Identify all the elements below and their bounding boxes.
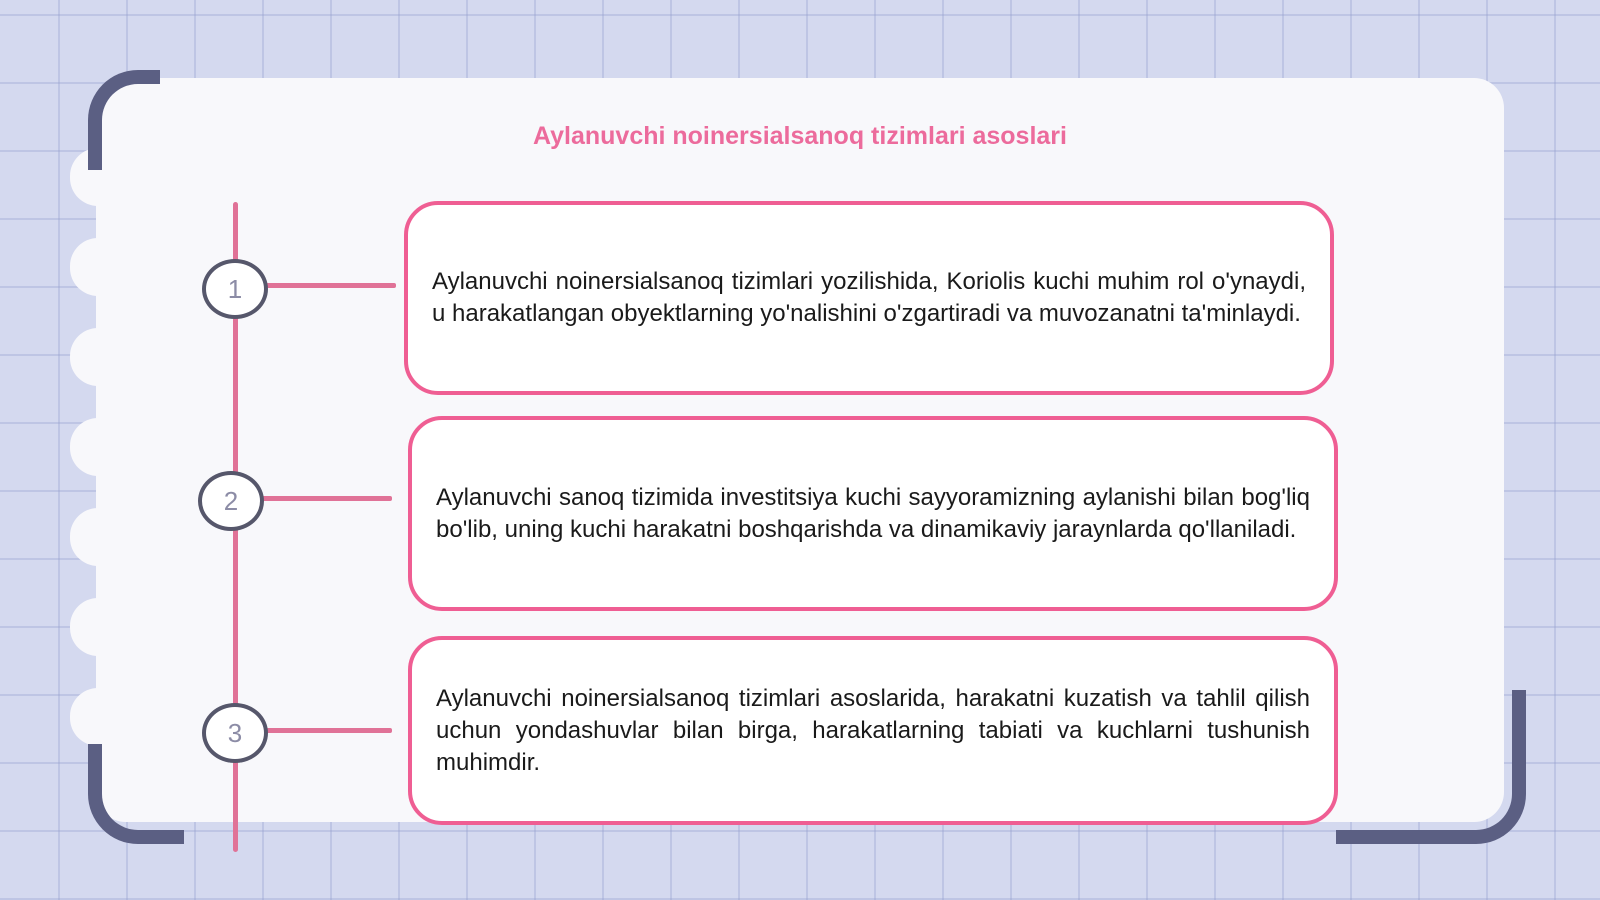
step-text-1: Aylanuvchi noinersialsanoq tizimlari yozilishida, Koriolis kuchi muhim rol o'ynaydi, u harakatlangan obyektlarning yo'nalishini o'zgartiradi va muvozanatni ta'minlaydi. (432, 268, 1306, 327)
notebook-tab (70, 598, 126, 656)
step-text-3: Aylanuvchi noinersialsanoq tizimlari asoslarida, harakatni kuzatish va tahlil qilish uchun yondashuvlar bilan birga, harakatlarning tabiati va kuchlarni tushunish muhimdir. (436, 684, 1310, 776)
step-box-3 (408, 636, 1338, 825)
timeline-connector-3 (266, 728, 392, 733)
step-number-3: 3 (202, 703, 268, 763)
notebook-tab (70, 238, 126, 296)
notebook-tab (70, 328, 126, 386)
timeline-connector-2 (262, 496, 392, 501)
notebook-tab (70, 688, 126, 746)
corner-bracket-top-left (88, 70, 160, 170)
step-box-2 (408, 416, 1338, 611)
notebook-tab (70, 508, 126, 566)
step-box-1 (404, 201, 1334, 395)
step-number-2: 2 (198, 471, 264, 531)
timeline-connector-1 (266, 283, 396, 288)
step-text-2: Aylanuvchi sanoq tizimida investitsiya kuchi sayyoramizning aylanishi bilan bog'liq bo'lib, uning kuchi harakatni boshqarishda va dinamikaviy jaraynlarda qo'llaniladi. (436, 483, 1310, 543)
corner-bracket-bottom-right (1336, 690, 1526, 844)
step-number-1: 1 (202, 259, 268, 319)
slide-title: Aylanuvchi noinersialsanoq tizimlari asoslari (533, 122, 1067, 150)
corner-bracket-bottom-left (88, 744, 184, 844)
notebook-tab (70, 418, 126, 476)
